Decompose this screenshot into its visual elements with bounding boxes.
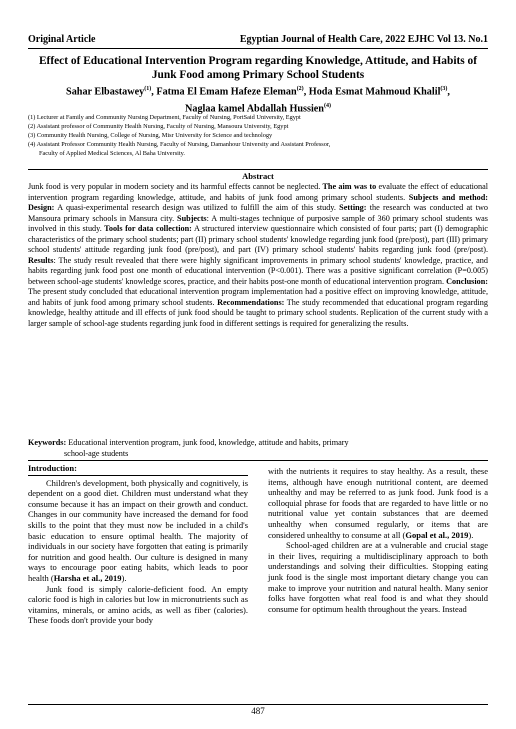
author-1: Sahar Elbastawey	[66, 86, 145, 98]
keywords-line-1: Educational intervention program, junk food, knowledge, attitude and habits, primary	[66, 438, 349, 447]
abstract-s9: The study recommended that educational program regarding knowledge, healthy attitude and ill effects of junk food should be taught to primary school students. Replication of the current study with a larger sample of school-age students regarding junk food in different settings is required for generalizing the results.	[28, 297, 488, 328]
affiliation-4-cont: Faculty of Applied Medical Sciences, Al Baha University.	[39, 150, 185, 158]
introduction-divider	[28, 475, 248, 476]
affiliations	[28, 113, 488, 158]
journal-citation: Egyptian Journal of Health Care, 2022 EJHC Vol 13. No.1	[239, 34, 488, 45]
intro-paragraph-2: Junk food is simply calorie-deficient food. An empty caloric food is high in calories but low in micronutrients such as vitamins, minerals, or amino acids, as well as fiber (calories). These foods don't provide your body	[28, 583, 248, 626]
affiliation-4: (4) Assistant Professor Community Health Nursing, Faculty of Nursing, Damanhour University and Assistant Professor,	[28, 141, 331, 149]
author-3-end: ,	[447, 86, 450, 98]
intro-paragraph-4: School-aged children are at a vulnerable and crucial stage in their lives, requiring a multidisciplinary approach to both understandings and solving their difficulties. Stopping eating junk food is the single most important dietary change you can make to improve your nutrition and natural health. Many senior folks have forgotten what real food is and what they should consume for optimum health throughout the years. Instead	[268, 540, 488, 614]
intro-p1-citation: Harsha et al., 2019	[53, 572, 122, 583]
author-4: Naglaa kamel Abdallah Hussien	[185, 103, 324, 115]
abstract-s1: Junk food is very popular in modern society and its harmful effects cannot be neglected.	[28, 182, 321, 191]
affiliation-2: (2) Assistant professor of Community Health Nursing, Faculty of Nursing, Mansoura University, Egypt	[28, 123, 289, 131]
abstract-s3: A quasi-experimental research design was utilized to fulfill the aim of this study.	[54, 203, 336, 212]
author-1-sup: (1)	[144, 86, 152, 92]
abstract-aim-label: The aim was to	[320, 182, 377, 191]
abstract-setting-label: Setting:	[335, 203, 367, 212]
abstract-s8: The present study concluded that educational intervention program implementation had a positive effect on improving knowledge, attitude, and habits of junk food among primary school students.	[28, 287, 488, 307]
abstract-subjects-label: Subjects	[174, 213, 207, 223]
abstract-results-label: Results	[28, 255, 54, 265]
intro-p1-end: ).	[121, 572, 127, 583]
author-4-sup: (4)	[323, 103, 331, 110]
intro-paragraph-3	[268, 466, 488, 540]
intro-paragraph-1	[28, 478, 248, 584]
affiliation-3: (3) Community Health Nursing, College of Nursing, Misr University for Science and technology	[28, 132, 273, 140]
abstract-recommendations-label: Recommendations:	[214, 297, 285, 307]
author-3-sup: (3)	[440, 86, 448, 92]
abstract-s5: : A multi-stages technique of purposive sample of 360 primary school students was involved in this study.	[28, 213, 488, 233]
page-number: 487	[251, 706, 265, 716]
right-column	[268, 466, 488, 614]
keywords	[28, 438, 488, 459]
keywords-label: Keywords:	[28, 438, 67, 447]
abstract-heading: Abstract	[28, 169, 488, 181]
introduction-heading: Introduction:	[28, 463, 77, 473]
left-column	[28, 463, 248, 626]
abstract-conclusion-label: Conclusion:	[444, 276, 489, 286]
abstract-s4: the research was conducted at two Mansoura primary schools in Mansura city.	[28, 203, 488, 223]
author-2-sup: (2)	[296, 86, 304, 92]
author-2: , Fatma El Emam Hafeze Eleman	[151, 86, 297, 98]
article-type: Original Article	[28, 34, 96, 45]
running-header	[28, 34, 488, 49]
intro-r1-text: with the nutrients it requires to stay healthy. As a result, these items, although have enough nutritional content, are deemed unhealthy and may be referred to as junk food. Junk food is a colloquial phrase for foods that are regarded to have little or no nutritional value yet contain substances that are deemed unhealthy when consumed regularly, or items that are considered unhealthy to consume at all (	[268, 466, 488, 540]
keywords-divider	[28, 460, 488, 461]
abstract-s2: evaluate the effect of educational intervention program regarding knowledge, attitude, and habits of junk food among primary school students.	[28, 182, 488, 202]
abstract-s6: A structured interview questionnaire which consisted of four parts; part (I) demographic characteristics of the primary school students; part (II) primary school students' knowledge regarding junk food (pre/post), part (III) primary school students' attitude regarding junk food (pre/post), and part (IV) primary school students' habits regarding junk food (pre/post).	[28, 224, 489, 254]
author-list	[28, 82, 488, 117]
abstract-s7: : The study result revealed that there were highly significant improvements in primary school students' knowledge, practice, and habits regarding junk food post one month of educational intervention (P<0.001). There was a positive significant correlation (P=0.005) between school-age students' knowledge scores, practice, and their habits post-one month of educational intervention program.	[28, 255, 488, 286]
intro-r1-end: ).	[468, 529, 474, 540]
intro-p1-text: Children's development, both physically and cognitively, is dependent on a good diet. Children must understand what they consume because it has an impact on their growth and conduct. Changes in our community have increased the demand for food skills to the point that they must now be included in a child's basic education to ensure optimal health. The majority of individuals in our society have forgotten that eating is primarily for nutrition and good health. Our culture is designed in many ways to encourage poor eating habits, which leads to poor health (	[28, 477, 248, 583]
abstract-subjects-method-label: Subjects and method: Design:	[28, 192, 488, 212]
keywords-line-2: school-age students	[64, 448, 129, 458]
abstract-tools-label: Tools for data collection:	[101, 224, 192, 233]
paper-title: Effect of Educational Intervention Program regarding Knowledge, Attitude, and Habits of Junk Food among Primary School Students	[38, 55, 478, 81]
footer-divider	[28, 704, 488, 705]
intro-r1-citation: Gopal et al., 2019	[405, 529, 469, 540]
author-3: , Hoda Esmat Mahmoud Khalil	[303, 86, 441, 98]
abstract-body	[28, 182, 488, 329]
affiliation-1: (1) Lecturer at Family and Community Nursing Department, Faculty of Nursing, PortSaid University, Egypt	[28, 114, 301, 121]
